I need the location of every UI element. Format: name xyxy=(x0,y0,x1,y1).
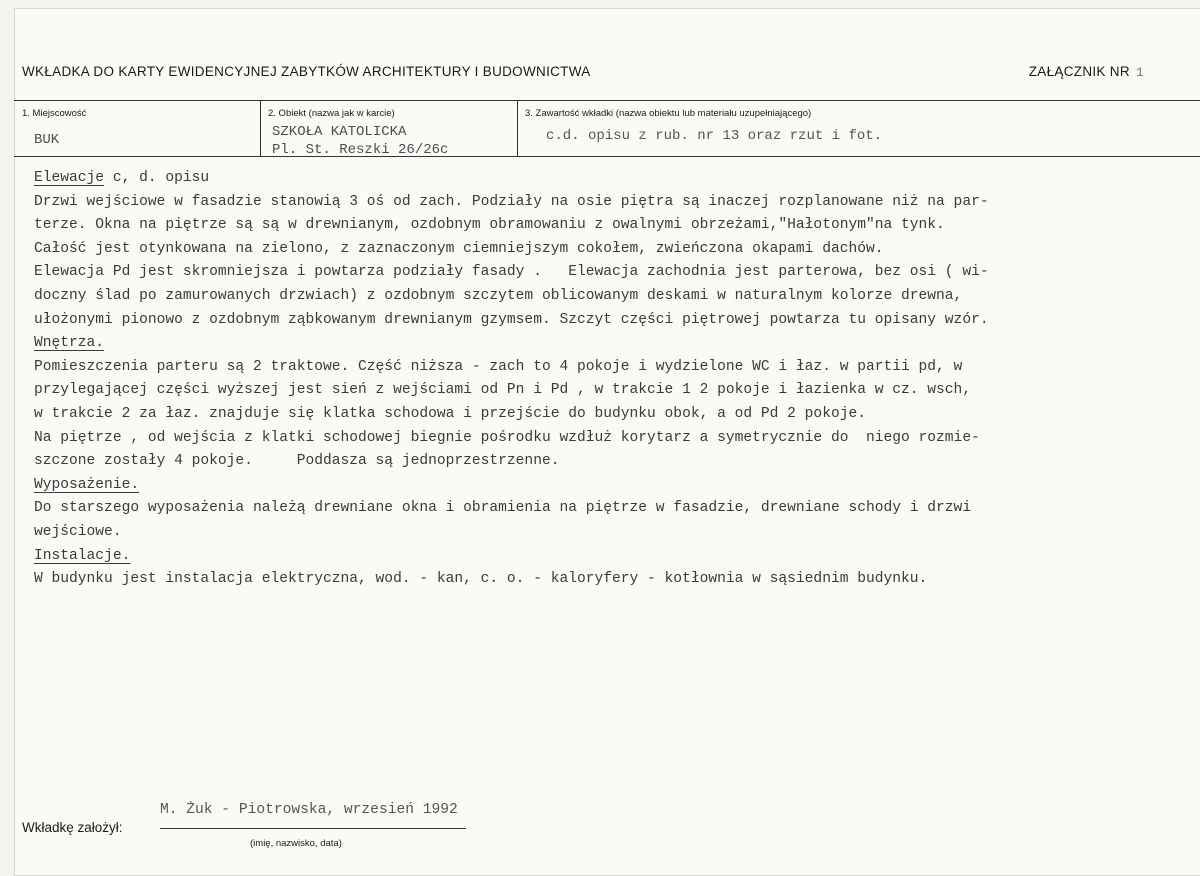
object-label: 2. Obiekt (nazwa jak w karcie) xyxy=(268,108,395,119)
description-body xyxy=(34,167,1174,592)
text-line: doczny ślad po zamurowanych drzwiach) z ozdobnym szczytem oblicowanym deskami w naturalnym kolorze drewna, xyxy=(34,287,963,304)
section-heading-text: Wyposażenie. xyxy=(34,476,140,493)
section-heading xyxy=(34,474,1174,498)
contents-label: 3. Zawartość wkładki (nazwa obiektu lub materiału uzupełniającego) xyxy=(525,108,812,119)
document-title: WKŁADKA DO KARTY EWIDENCYJNEJ ZABYTKÓW ARCHITEKTURY I BUDOWNICTWA xyxy=(22,64,591,79)
text-line: Elewacja Pd jest skromniejsza i powtarza podziały fasady . Elewacja zachodnia jest parterowa, bez osi ( wi- xyxy=(34,264,989,281)
section-heading xyxy=(34,545,1174,569)
text-line: Całość jest otynkowana na zielono, z zaznaczonym ciemniejszym cokołem, zwieńczona okapami dachów. xyxy=(34,240,884,257)
text-line: W budynku jest instalacja elektryczna, wod. - kan, c. o. - kaloryfery - kotłownia w sąsiednim budynku. xyxy=(34,571,928,588)
text-line: szczone zostały 4 pokoje. Poddasza są jednoprzestrzenne. xyxy=(34,453,560,470)
field-divider-2 xyxy=(517,100,518,156)
section-heading xyxy=(34,332,1174,356)
signature-hint: (imię, nazwisko, data) xyxy=(250,838,342,849)
header-rule-top xyxy=(14,100,1200,101)
text-line: Do starszego wyposażenia należą drewniane okna i obramienia na piętrze w fasadzie, drewniane schody i drzwi xyxy=(34,500,972,517)
section-heading xyxy=(34,167,1174,191)
text-line: w trakcie 2 za łaz. znajduje się klatka schodowa i przejście do budynku obok, a od Pd 2 pokoje. xyxy=(34,405,866,422)
section-heading-text: Instalacje. xyxy=(34,547,131,564)
text-line: terze. Okna na piętrze są są w drewnianym, ozdobnym obramowaniu z owalnymi obrzeżami,"Hałotonym"na tynk. xyxy=(34,217,945,234)
signature-line xyxy=(160,828,466,829)
contents-value: c.d. opisu z rub. nr 13 oraz rzut i fot. xyxy=(546,128,883,144)
location-value: BUK xyxy=(34,132,60,148)
author-label: Wkładkę założył: xyxy=(22,820,123,835)
object-value-line2: Pl. St. Reszki 26/26c xyxy=(272,142,449,158)
text-line: ułożonymi pionowo z ozdobnym ząbkowanym drewnianym gzymsem. Szczyt części piętrowej powtarza tu opisany wzór. xyxy=(34,311,989,328)
section-heading-rest: c, d. opisu xyxy=(104,170,210,186)
text-line: Drzwi wejściowe w fasadzie stanowią 3 oś od zach. Podziały na osie piętra są inaczej rozplanowane niż na par- xyxy=(34,193,989,210)
attachment-value: 1 xyxy=(1135,65,1144,80)
attachment-number xyxy=(1029,64,1144,80)
author-name-date: M. Żuk - Piotrowska, wrzesień 1992 xyxy=(160,802,458,818)
text-line: wejściowe. xyxy=(34,523,122,540)
text-line: Pomieszczenia parteru są 2 traktowe. Część niższa - zach to 4 pokoje i wydzielone WC i łaz. w partii pd, w xyxy=(34,358,963,375)
location-label: 1. Miejscowość xyxy=(22,108,87,119)
field-divider-1 xyxy=(260,100,261,156)
header-rule-bottom xyxy=(14,156,1200,157)
attachment-label: ZAŁĄCZNIK NR xyxy=(1028,64,1130,79)
object-value-line1: SZKOŁA KATOLICKA xyxy=(272,124,407,140)
section-heading-text: Elewacje xyxy=(34,170,105,186)
text-line: Na piętrze , od wejścia z klatki schodowej biegnie pośrodku wzdłuż korytarz a symetrycznie do niego rozmie- xyxy=(34,429,980,446)
text-line: przylegającej części wyższej jest sień z wejściami od Pn i Pd , w trakcie 1 2 pokoje i łazienka w cz. wsch, xyxy=(34,382,972,399)
section-heading-text: Wnętrza. xyxy=(34,335,105,352)
